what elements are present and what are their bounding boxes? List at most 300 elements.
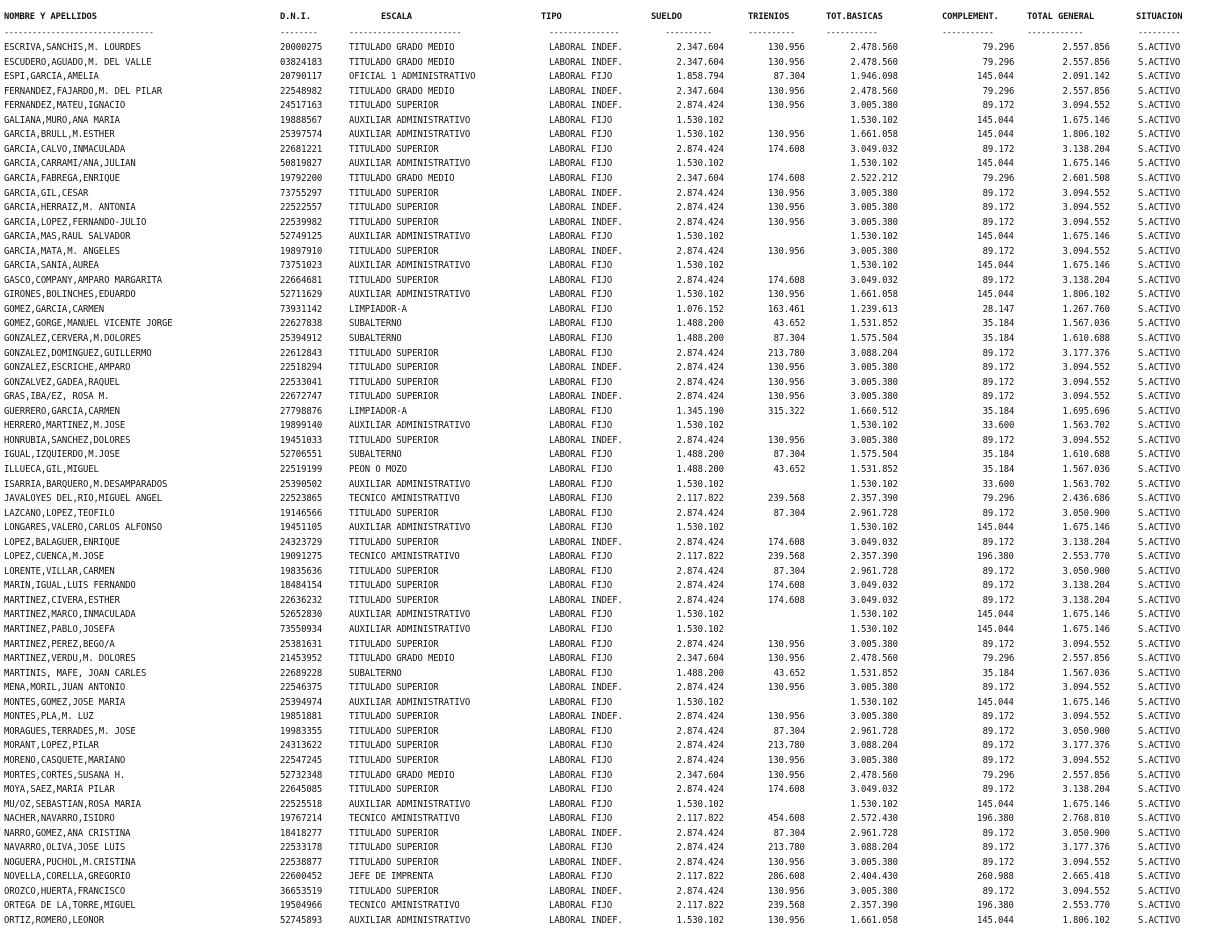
cell-total-general: 3.050.900	[1062, 566, 1110, 577]
cell-complement: 89.172	[982, 202, 1014, 213]
cell-situacion: S.ACTIVO	[1138, 71, 1181, 82]
cell-sueldo: 2.347.604	[676, 86, 724, 97]
cell-name: HERRERO,MARTINEZ,M.JOSE	[4, 420, 126, 431]
cell-trienios: 130.956	[768, 770, 805, 781]
cell-sueldo: 2.874.424	[676, 100, 724, 111]
cell-trienios: 130.956	[768, 100, 805, 111]
cell-sueldo: 2.874.424	[676, 842, 724, 853]
cell-tipo: LABORAL FIJO	[549, 740, 613, 751]
table-row	[0, 201, 1212, 215]
cell-total-general: 1.567.036	[1062, 668, 1110, 679]
cell-escala: OFICIAL 1 ADMINISTRATIVO	[349, 71, 476, 82]
cell-escala: TITULADO SUPERIOR	[349, 886, 439, 897]
column-header-dni: D.N.I.	[280, 11, 311, 22]
cell-sueldo: 2.874.424	[676, 784, 724, 795]
cell-tot-basicas: 3.005.380	[850, 711, 898, 722]
cell-total-general: 1.610.688	[1062, 449, 1110, 460]
cell-tipo: LABORAL FIJO	[549, 158, 613, 169]
cell-situacion: S.ACTIVO	[1138, 740, 1181, 751]
cell-tipo: LABORAL FIJO	[549, 508, 613, 519]
cell-tipo: LABORAL FIJO	[549, 71, 613, 82]
cell-escala: TITULADO SUPERIOR	[349, 595, 439, 606]
cell-name: LOPEZ,CUENCA,M.JOSE	[4, 551, 105, 562]
cell-situacion: S.ACTIVO	[1138, 318, 1181, 329]
cell-sueldo: 1.530.102	[676, 420, 724, 431]
cell-situacion: S.ACTIVO	[1138, 406, 1181, 417]
cell-name: GARCIA,SANIA,AUREA	[4, 260, 99, 271]
cell-escala: JEFE DE IMPRENTA	[349, 871, 434, 882]
cell-complement: 145.044	[977, 260, 1014, 271]
cell-sueldo: 1.530.102	[676, 115, 724, 126]
table-row	[0, 361, 1212, 375]
cell-situacion: S.ACTIVO	[1138, 231, 1181, 242]
cell-tot-basicas: 2.478.560	[850, 86, 898, 97]
table-row	[0, 332, 1212, 346]
cell-trienios: 130.956	[768, 362, 805, 373]
cell-total-general: 2.557.856	[1062, 57, 1110, 68]
cell-total-general: 3.177.376	[1062, 348, 1110, 359]
table-row	[0, 899, 1212, 913]
cell-escala: AUXILIAR ADMINISTRATIVO	[349, 609, 471, 620]
cell-tot-basicas: 1.531.852	[850, 318, 898, 329]
cell-total-general: 3.177.376	[1062, 740, 1110, 751]
cell-situacion: S.ACTIVO	[1138, 580, 1181, 591]
cell-escala: AUXILIAR ADMINISTRATIVO	[349, 522, 471, 533]
cell-trienios: 43.652	[773, 464, 805, 475]
cell-trienios: 130.956	[768, 129, 805, 140]
cell-sueldo: 2.874.424	[676, 639, 724, 650]
cell-escala: TITULADO SUPERIOR	[349, 508, 439, 519]
cell-situacion: S.ACTIVO	[1138, 653, 1181, 664]
cell-total-general: 1.675.146	[1062, 260, 1110, 271]
cell-name: GARCIA,CARRAMI/ANA,JULIAN	[4, 158, 136, 169]
cell-total-general: 2.553.770	[1062, 551, 1110, 562]
table-row	[0, 259, 1212, 273]
cell-sueldo: 2.874.424	[676, 435, 724, 446]
cell-situacion: S.ACTIVO	[1138, 886, 1181, 897]
cell-sueldo: 2.874.424	[676, 682, 724, 693]
column-underline-complement: -----------	[942, 28, 994, 38]
cell-tot-basicas: 1.530.102	[850, 522, 898, 533]
cell-escala: TITULADO SUPERIOR	[349, 639, 439, 650]
cell-total-general: 1.806.102	[1062, 289, 1110, 300]
cell-total-general: 2.768.810	[1062, 813, 1110, 824]
table-row	[0, 652, 1212, 666]
cell-tot-basicas: 3.088.204	[850, 740, 898, 751]
cell-name: MORENO,CASQUETE,MARIANO	[4, 755, 126, 766]
cell-escala: TITULADO SUPERIOR	[349, 348, 439, 359]
cell-complement: 79.296	[982, 86, 1014, 97]
cell-escala: SUBALTERNO	[349, 333, 402, 344]
cell-escala: TITULADO SUPERIOR	[349, 188, 439, 199]
cell-situacion: S.ACTIVO	[1138, 522, 1181, 533]
cell-complement: 145.044	[977, 624, 1014, 635]
cell-tipo: LABORAL FIJO	[549, 566, 613, 577]
cell-name: MARTINEZ,PEREZ,BEGO/A	[4, 639, 115, 650]
cell-tot-basicas: 3.005.380	[850, 857, 898, 868]
cell-trienios: 174.608	[768, 537, 805, 548]
cell-trienios: 174.608	[768, 595, 805, 606]
cell-complement: 89.172	[982, 188, 1014, 199]
cell-tipo: LABORAL INDEF.	[549, 915, 623, 926]
cell-trienios: 130.956	[768, 915, 805, 926]
table-row	[0, 710, 1212, 724]
cell-tipo: LABORAL FIJO	[549, 333, 613, 344]
cell-tipo: LABORAL FIJO	[549, 348, 613, 359]
cell-tot-basicas: 3.005.380	[850, 217, 898, 228]
cell-trienios: 130.956	[768, 391, 805, 402]
cell-escala: TITULADO SUPERIOR	[349, 857, 439, 868]
cell-tot-basicas: 3.005.380	[850, 435, 898, 446]
cell-name: LAZCANO,LOPEZ,TEOFILO	[4, 508, 115, 519]
cell-tot-basicas: 1.946.098	[850, 71, 898, 82]
cell-tot-basicas: 2.961.728	[850, 726, 898, 737]
cell-situacion: S.ACTIVO	[1138, 144, 1181, 155]
cell-name: NOGUERA,PUCHOL,M.CRISTINA	[4, 857, 136, 868]
cell-total-general: 3.094.552	[1062, 857, 1110, 868]
cell-complement: 145.044	[977, 915, 1014, 926]
cell-trienios: 130.956	[768, 653, 805, 664]
cell-name: ESCUDERO,AGUADO,M. DEL VALLE	[4, 57, 152, 68]
cell-tot-basicas: 3.088.204	[850, 842, 898, 853]
cell-total-general: 3.094.552	[1062, 682, 1110, 693]
table-row	[0, 798, 1212, 812]
cell-name: OROZCO,HUERTA,FRANCISCO	[4, 886, 126, 897]
cell-sueldo: 2.347.604	[676, 653, 724, 664]
cell-tot-basicas: 1.530.102	[850, 420, 898, 431]
cell-escala: TITULADO SUPERIOR	[349, 100, 439, 111]
cell-sueldo: 1.530.102	[676, 260, 724, 271]
cell-dni: 22539982	[280, 217, 323, 228]
cell-dni: 52749125	[280, 231, 323, 242]
cell-tot-basicas: 1.530.102	[850, 260, 898, 271]
cell-tot-basicas: 3.005.380	[850, 188, 898, 199]
cell-complement: 145.044	[977, 697, 1014, 708]
cell-complement: 35.184	[982, 318, 1014, 329]
cell-name: GARCIA,GIL,CESAR	[4, 188, 89, 199]
cell-dni: 73755297	[280, 188, 323, 199]
cell-name: LORENTE,VILLAR,CARMEN	[4, 566, 115, 577]
cell-dni: 22522557	[280, 202, 323, 213]
cell-total-general: 2.091.142	[1062, 71, 1110, 82]
table-row	[0, 827, 1212, 841]
cell-tipo: LABORAL FIJO	[549, 900, 613, 911]
cell-name: GOMEZ,GARCIA,CARMEN	[4, 304, 105, 315]
table-row	[0, 405, 1212, 419]
cell-tot-basicas: 3.005.380	[850, 202, 898, 213]
cell-tipo: LABORAL FIJO	[549, 304, 613, 315]
cell-tipo: LABORAL FIJO	[549, 406, 613, 417]
cell-trienios: 87.304	[773, 71, 805, 82]
table-row	[0, 914, 1212, 928]
cell-tot-basicas: 3.005.380	[850, 100, 898, 111]
table-row	[0, 347, 1212, 361]
cell-complement: 89.172	[982, 857, 1014, 868]
cell-complement: 89.172	[982, 639, 1014, 650]
cell-tot-basicas: 3.049.032	[850, 595, 898, 606]
cell-complement: 89.172	[982, 391, 1014, 402]
cell-escala: TITULADO SUPERIOR	[349, 435, 439, 446]
cell-total-general: 3.177.376	[1062, 842, 1110, 853]
cell-total-general: 1.675.146	[1062, 624, 1110, 635]
cell-total-general: 1.675.146	[1062, 697, 1110, 708]
cell-trienios: 87.304	[773, 828, 805, 839]
cell-tipo: LABORAL FIJO	[549, 115, 613, 126]
cell-dni: 19899140	[280, 420, 323, 431]
cell-total-general: 3.094.552	[1062, 711, 1110, 722]
cell-name: MARIN,IGUAL,LUIS FERNANDO	[4, 580, 136, 591]
cell-sueldo: 1.488.200	[676, 449, 724, 460]
cell-dni: 24313622	[280, 740, 323, 751]
cell-situacion: S.ACTIVO	[1138, 493, 1181, 504]
cell-situacion: S.ACTIVO	[1138, 711, 1181, 722]
cell-trienios: 130.956	[768, 217, 805, 228]
cell-total-general: 1.610.688	[1062, 333, 1110, 344]
cell-trienios: 286.608	[768, 871, 805, 882]
cell-name: GIRONES,BOLINCHES,EDUARDO	[4, 289, 136, 300]
cell-escala: AUXILIAR ADMINISTRATIVO	[349, 260, 471, 271]
cell-tot-basicas: 1.661.058	[850, 289, 898, 300]
cell-trienios: 130.956	[768, 886, 805, 897]
table-row	[0, 638, 1212, 652]
cell-dni: 19897910	[280, 246, 323, 257]
cell-dni: 22533178	[280, 842, 323, 853]
cell-escala: TITULADO SUPERIOR	[349, 828, 439, 839]
cell-sueldo: 1.530.102	[676, 799, 724, 810]
cell-escala: TITULADO GRADO MEDIO	[349, 770, 455, 781]
cell-tot-basicas: 1.660.512	[850, 406, 898, 417]
cell-situacion: S.ACTIVO	[1138, 173, 1181, 184]
cell-tipo: LABORAL INDEF.	[549, 86, 623, 97]
cell-name: MENA,MORIL,JUAN ANTONIO	[4, 682, 126, 693]
cell-sueldo: 1.488.200	[676, 668, 724, 679]
cell-dni: 52732348	[280, 770, 323, 781]
cell-tipo: LABORAL FIJO	[549, 624, 613, 635]
cell-tot-basicas: 1.575.504	[850, 449, 898, 460]
header-row	[0, 10, 1212, 24]
table-row	[0, 172, 1212, 186]
cell-total-general: 1.675.146	[1062, 115, 1110, 126]
cell-total-general: 1.567.036	[1062, 464, 1110, 475]
cell-situacion: S.ACTIVO	[1138, 217, 1181, 228]
cell-total-general: 1.675.146	[1062, 231, 1110, 242]
cell-tot-basicas: 2.357.390	[850, 493, 898, 504]
cell-tipo: LABORAL INDEF.	[549, 42, 623, 53]
cell-name: GARCIA,LOPEZ,FERNANDO-JULIO	[4, 217, 147, 228]
column-underline-tipo: ---------------	[549, 28, 620, 38]
cell-situacion: S.ACTIVO	[1138, 609, 1181, 620]
cell-sueldo: 2.874.424	[676, 362, 724, 373]
cell-tipo: LABORAL INDEF.	[549, 391, 623, 402]
cell-tipo: LABORAL INDEF.	[549, 246, 623, 257]
cell-tot-basicas: 1.531.852	[850, 464, 898, 475]
cell-tot-basicas: 2.404.430	[850, 871, 898, 882]
cell-trienios: 213.780	[768, 842, 805, 853]
cell-tipo: LABORAL INDEF.	[549, 711, 623, 722]
cell-situacion: S.ACTIVO	[1138, 842, 1181, 853]
cell-name: IGUAL,IZQUIERDO,M.JOSE	[4, 449, 120, 460]
cell-name: GASCO,COMPANY,AMPARO MARGARITA	[4, 275, 163, 286]
cell-tipo: LABORAL INDEF.	[549, 857, 623, 868]
cell-complement: 260.988	[977, 871, 1014, 882]
cell-tot-basicas: 2.961.728	[850, 828, 898, 839]
cell-dni: 27798876	[280, 406, 323, 417]
column-header-tipo: TIPO	[541, 11, 562, 22]
cell-complement: 89.172	[982, 740, 1014, 751]
cell-tot-basicas: 2.522.212	[850, 173, 898, 184]
cell-situacion: S.ACTIVO	[1138, 86, 1181, 97]
cell-tipo: LABORAL INDEF.	[549, 682, 623, 693]
cell-name: MORTES,CORTES,SUSANA H.	[4, 770, 126, 781]
cell-name: MORANT,LOPEZ,PILAR	[4, 740, 99, 751]
cell-escala: TITULADO GRADO MEDIO	[349, 86, 455, 97]
table-row	[0, 521, 1212, 535]
cell-sueldo: 2.874.424	[676, 202, 724, 213]
cell-trienios: 239.568	[768, 493, 805, 504]
cell-trienios: 87.304	[773, 508, 805, 519]
cell-complement: 79.296	[982, 57, 1014, 68]
table-row	[0, 128, 1212, 142]
cell-total-general: 3.094.552	[1062, 188, 1110, 199]
cell-dni: 19767214	[280, 813, 323, 824]
cell-situacion: S.ACTIVO	[1138, 289, 1181, 300]
cell-escala: TITULADO SUPERIOR	[349, 246, 439, 257]
cell-total-general: 1.806.102	[1062, 129, 1110, 140]
table-row	[0, 594, 1212, 608]
cell-dni: 19504966	[280, 900, 323, 911]
cell-complement: 89.172	[982, 217, 1014, 228]
cell-name: MU/OZ,SEBASTIAN,ROSA MARIA	[4, 799, 141, 810]
cell-tot-basicas: 1.661.058	[850, 129, 898, 140]
table-row	[0, 769, 1212, 783]
cell-escala: AUXILIAR ADMINISTRATIVO	[349, 289, 471, 300]
cell-total-general: 2.557.856	[1062, 42, 1110, 53]
cell-dni: 19983355	[280, 726, 323, 737]
cell-name: MARTINEZ,PABLO,JOSEFA	[4, 624, 115, 635]
cell-situacion: S.ACTIVO	[1138, 857, 1181, 868]
cell-dni: 20000275	[280, 42, 323, 53]
cell-escala: TITULADO SUPERIOR	[349, 537, 439, 548]
cell-situacion: S.ACTIVO	[1138, 57, 1181, 68]
cell-sueldo: 1.858.794	[676, 71, 724, 82]
cell-sueldo: 2.874.424	[676, 566, 724, 577]
table-row	[0, 463, 1212, 477]
cell-total-general: 2.601.508	[1062, 173, 1110, 184]
cell-tot-basicas: 3.049.032	[850, 537, 898, 548]
cell-sueldo: 1.530.102	[676, 158, 724, 169]
cell-complement: 145.044	[977, 289, 1014, 300]
cell-situacion: S.ACTIVO	[1138, 129, 1181, 140]
cell-tot-basicas: 3.005.380	[850, 639, 898, 650]
cell-sueldo: 2.874.424	[676, 275, 724, 286]
cell-name: ESPI,GARCIA,AMELIA	[4, 71, 99, 82]
cell-total-general: 3.094.552	[1062, 639, 1110, 650]
column-header-sueldo: SUELDO	[651, 11, 682, 22]
cell-tot-basicas: 1.530.102	[850, 799, 898, 810]
cell-tipo: LABORAL FIJO	[549, 551, 613, 562]
cell-escala: TECNICO AMINISTRATIVO	[349, 493, 460, 504]
table-row	[0, 681, 1212, 695]
cell-complement: 35.184	[982, 449, 1014, 460]
cell-sueldo: 2.874.424	[676, 188, 724, 199]
cell-tot-basicas: 2.478.560	[850, 770, 898, 781]
cell-trienios: 87.304	[773, 333, 805, 344]
cell-complement: 35.184	[982, 406, 1014, 417]
cell-tipo: LABORAL FIJO	[549, 318, 613, 329]
cell-name: GARCIA,MAS,RAUL SALVADOR	[4, 231, 131, 242]
cell-dni: 22547245	[280, 755, 323, 766]
cell-complement: 196.380	[977, 813, 1014, 824]
cell-tot-basicas: 3.005.380	[850, 391, 898, 402]
cell-escala: AUXILIAR ADMINISTRATIVO	[349, 115, 471, 126]
cell-sueldo: 2.874.424	[676, 377, 724, 388]
cell-dni: 52652830	[280, 609, 323, 620]
cell-sueldo: 2.874.424	[676, 348, 724, 359]
cell-situacion: S.ACTIVO	[1138, 115, 1181, 126]
cell-total-general: 1.675.146	[1062, 522, 1110, 533]
cell-tipo: LABORAL FIJO	[549, 173, 613, 184]
cell-tipo: LABORAL FIJO	[549, 770, 613, 781]
cell-complement: 89.172	[982, 595, 1014, 606]
column-underline-name: --------------------------------	[4, 28, 154, 38]
cell-situacion: S.ACTIVO	[1138, 260, 1181, 271]
cell-situacion: S.ACTIVO	[1138, 537, 1181, 548]
cell-escala: TITULADO SUPERIOR	[349, 566, 439, 577]
cell-escala: TITULADO SUPERIOR	[349, 580, 439, 591]
cell-sueldo: 2.117.822	[676, 813, 724, 824]
cell-dni: 19091275	[280, 551, 323, 562]
cell-tipo: LABORAL INDEF.	[549, 202, 623, 213]
cell-situacion: S.ACTIVO	[1138, 770, 1181, 781]
cell-dni: 73550934	[280, 624, 323, 635]
cell-total-general: 3.138.204	[1062, 275, 1110, 286]
cell-name: GARCIA,BRULL,M.ESTHER	[4, 129, 115, 140]
table-row	[0, 245, 1212, 259]
table-row	[0, 667, 1212, 681]
cell-tot-basicas: 3.005.380	[850, 377, 898, 388]
table-row	[0, 56, 1212, 70]
table-row	[0, 288, 1212, 302]
cell-complement: 145.044	[977, 129, 1014, 140]
cell-complement: 79.296	[982, 493, 1014, 504]
cell-trienios: 130.956	[768, 246, 805, 257]
cell-dni: 21453952	[280, 653, 323, 664]
cell-tot-basicas: 1.530.102	[850, 479, 898, 490]
cell-total-general: 1.675.146	[1062, 158, 1110, 169]
cell-total-general: 3.050.900	[1062, 828, 1110, 839]
cell-situacion: S.ACTIVO	[1138, 566, 1181, 577]
cell-total-general: 1.563.702	[1062, 420, 1110, 431]
cell-dni: 22672747	[280, 391, 323, 402]
cell-dni: 22681221	[280, 144, 323, 155]
cell-escala: TECNICO AMINISTRATIVO	[349, 551, 460, 562]
table-row	[0, 536, 1212, 550]
cell-total-general: 3.094.552	[1062, 362, 1110, 373]
cell-sueldo: 1.530.102	[676, 289, 724, 300]
cell-total-general: 1.695.696	[1062, 406, 1110, 417]
cell-situacion: S.ACTIVO	[1138, 362, 1181, 373]
cell-escala: TITULADO GRADO MEDIO	[349, 173, 455, 184]
cell-name: GARCIA,MATA,M. ANGELES	[4, 246, 120, 257]
cell-tot-basicas: 3.005.380	[850, 246, 898, 257]
cell-dni: 22645085	[280, 784, 323, 795]
cell-complement: 89.172	[982, 508, 1014, 519]
cell-complement: 89.172	[982, 246, 1014, 257]
cell-sueldo: 1.345.190	[676, 406, 724, 417]
cell-escala: TITULADO SUPERIOR	[349, 711, 439, 722]
cell-complement: 196.380	[977, 551, 1014, 562]
cell-tipo: LABORAL INDEF.	[549, 595, 623, 606]
